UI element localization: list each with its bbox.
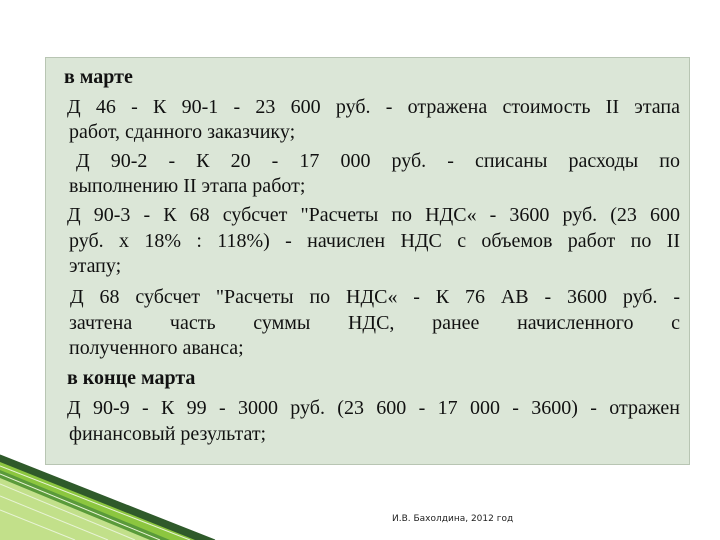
entry-line: работ, сданного заказчику; <box>69 121 296 143</box>
heading-end-of-march: в конце марта <box>67 367 196 389</box>
entry-line: финансовый результат; <box>69 423 267 445</box>
entry-line: зачтена часть суммы НДС, ранее начисленного с <box>69 312 680 334</box>
entry-line: Д 90-3 - К 68 субсчет "Расчеты по НДС« - 3600 руб. (23 600 <box>67 204 680 226</box>
heading-march: в марте <box>64 66 133 88</box>
entry-line: Д 68 субсчет "Расчеты по НДС« - К 76 АВ - 3600 руб. - <box>70 286 680 308</box>
entry-line: Д 90-9 - К 99 - 3000 руб. (23 600 - 17 000 - 3600) - отражен <box>67 397 680 419</box>
entry-line: руб. х 18% : 118%) - начислен НДС с объемов работ по II <box>69 230 680 252</box>
text-panel <box>45 57 690 465</box>
entry-line: выполнению II этапа работ; <box>69 175 306 197</box>
entry-line: Д 46 - К 90-1 - 23 600 руб. - отражена стоимость II этапа <box>67 96 680 118</box>
entry-line: этапу; <box>69 255 122 277</box>
footer-author: И.В. Бахолдина, 2012 год <box>392 514 514 524</box>
entry-line: Д 90-2 - К 20 - 17 000 руб. - списаны расходы по <box>76 150 680 172</box>
entry-line: полученного аванса; <box>69 337 244 359</box>
